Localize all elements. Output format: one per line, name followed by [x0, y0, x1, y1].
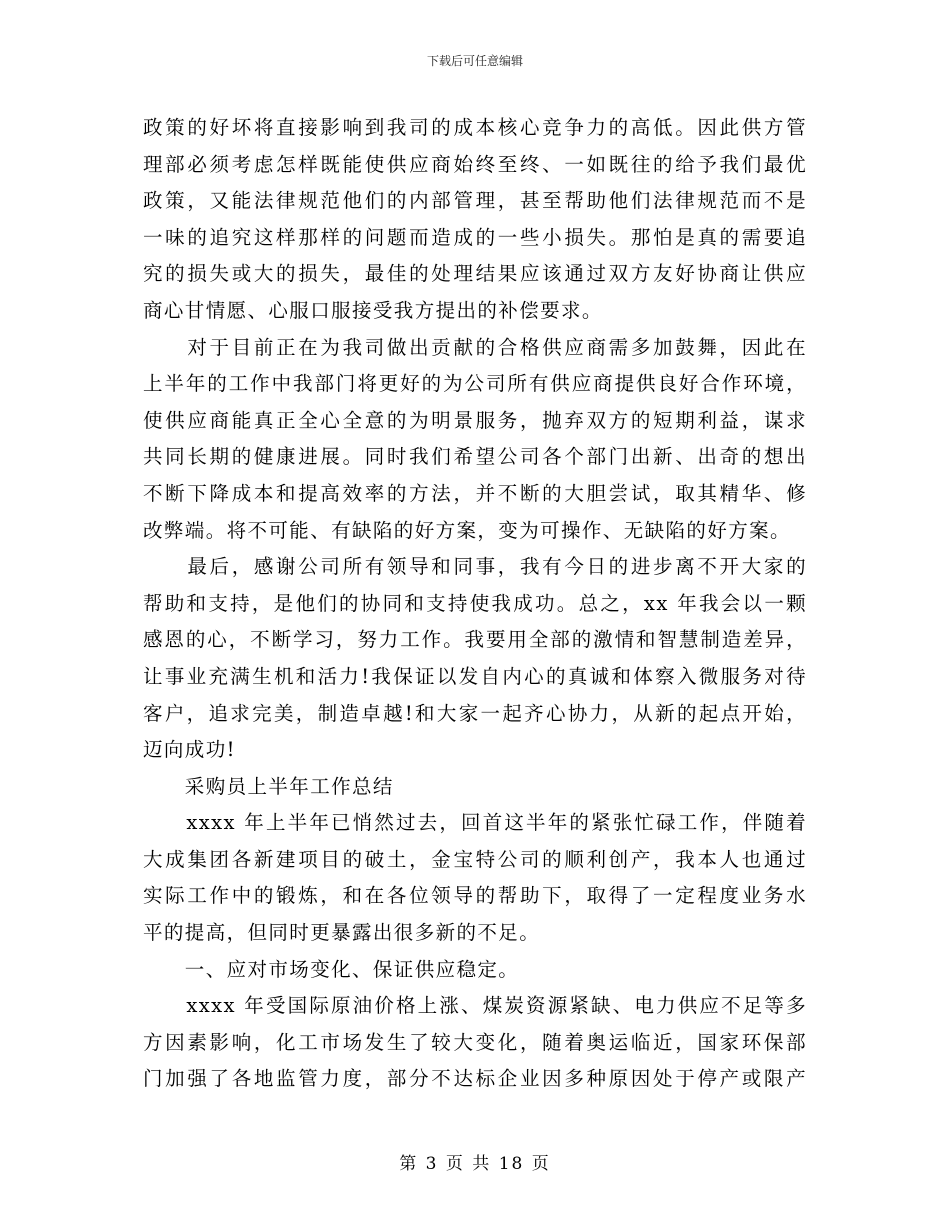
- text-line: xxxx 年受国际原油价格上涨、煤炭资源紧缺、电力供应不足等多: [143, 994, 807, 1018]
- paragraph: [143, 805, 807, 951]
- text-line: 实际工作中的锻炼，和在各位领导的帮助下，取得了一定程度业务水: [143, 884, 807, 908]
- text-line: 上半年的工作中我部门将更好的为公司所有供应商提供良好合作环境，: [143, 372, 807, 396]
- text-line: 不断下降成本和提高效率的方法，并不断的大胆尝试，取其精华、修: [143, 481, 807, 505]
- text-line: 一、应对市场变化、保证供应稳定。: [143, 957, 520, 981]
- text-line: 客户，追求完美，制造卓越!和大家一起齐心协力，从新的起点开始，: [143, 701, 807, 725]
- text-line: 方因素影响，化工市场发生了较大变化，随着奥运临近，国家环保部: [143, 1030, 807, 1054]
- text-line: 政策的好坏将直接影响到我司的成本核心竞争力的高低。因此供方管: [143, 116, 807, 139]
- text-line: 最后，感谢公司所有领导和同事，我有今日的进步离不开大家的: [143, 555, 807, 579]
- text-line: 共同长期的健康进展。同时我们希望公司各个部门出新、出奇的想出: [143, 445, 807, 469]
- text-line: 理部必须考虑怎样既能使供应商始终至终、一如既往的给予我们最优: [143, 152, 807, 176]
- section-heading: [143, 952, 807, 989]
- text-line: 一味的追究这样那样的问题而造成的一些小损失。那怕是真的需要追: [143, 225, 807, 249]
- text-line: 感恩的心，不断学习，努力工作。我要用全部的激情和智慧制造差异，: [143, 628, 807, 652]
- text-line: 让事业充满生机和活力!我保证以发自内心的真诚和体察入微服务对待: [143, 664, 807, 688]
- paragraph: [143, 988, 807, 1098]
- text-line: 政策，又能法律规范他们的内部管理，甚至帮助他们法律规范而不是: [143, 189, 807, 213]
- paragraph: [143, 330, 807, 550]
- text-line: 门加强了各地监管力度，部分不达标企业因多种原因处于停产或限产: [143, 1067, 807, 1091]
- page-number: 第 3 页 共 18 页: [399, 1154, 551, 1174]
- text-line: 究的损失或大的损失，最佳的处理结果应该通过双方友好协商让供应: [143, 262, 807, 286]
- text-line: 商心甘情愿、心服口服接受我方提出的补偿要求。: [143, 298, 603, 322]
- text-line: 大成集团各新建项目的破土，金宝特公司的顺利创产，我本人也通过: [143, 847, 807, 871]
- text-line: 平的提高，但同时更暴露出很多新的不足。: [143, 921, 541, 945]
- text-line: 迈向成功!: [143, 738, 236, 762]
- paragraph: [143, 549, 807, 769]
- text-line: 帮助和支持，是他们的协同和支持使我成功。总之，xx 年我会以一颗: [143, 591, 807, 615]
- section-title: [143, 769, 807, 806]
- text-line: 使供应商能真正全心全意的为明景服务，抛弃双方的短期利益，谋求: [143, 408, 807, 432]
- text-line: xxxx 年上半年已悄然过去，回首这半年的紧张忙碌工作，伴随着: [143, 811, 807, 835]
- document-body: [143, 110, 807, 1098]
- paragraph: [143, 110, 807, 330]
- text-line: 改弊端。将不可能、有缺陷的好方案，变为可操作、无缺陷的好方案。: [143, 518, 791, 542]
- text-line: 采购员上半年工作总结: [143, 774, 394, 798]
- text-line: 对于目前正在为我司做出贡献的合格供应商需多加鼓舞，因此在: [143, 335, 807, 359]
- page-header: 下载后可任意编辑: [426, 54, 523, 68]
